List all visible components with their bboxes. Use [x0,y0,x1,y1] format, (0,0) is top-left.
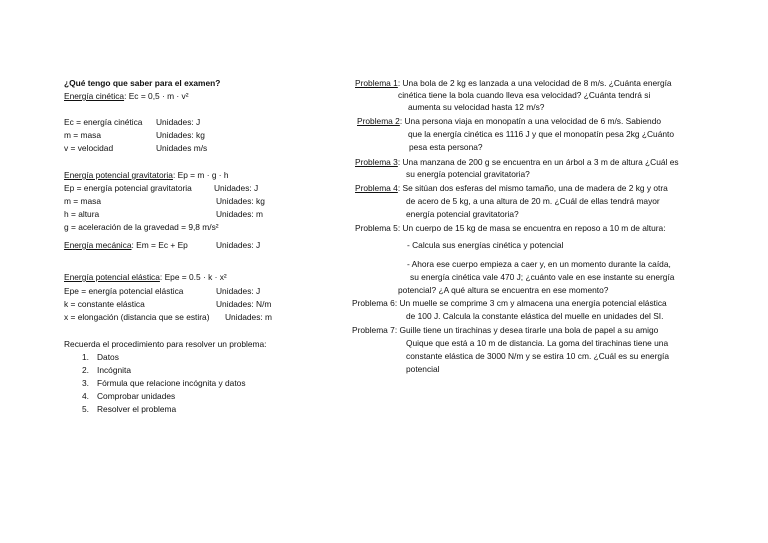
kinetic-energy-heading: Energía cinética: Ec = 0,5 · m · v² [64,91,189,101]
kinetic-def-term: m = masa [64,130,102,140]
kinetic-def-term: v = velocidad [64,143,114,153]
procedure-step-number: 1. [82,352,89,362]
procedure-step-number: 2. [82,365,89,375]
problem-4-line: energía potencial gravitatoria? [406,209,519,219]
procedure-step: Comprobar unidades [97,391,176,401]
elastic-def-units: Unidades: N/m [216,299,272,309]
problem-7-line: potencial [406,364,440,374]
potential-def-term: h = altura [64,209,100,219]
elastic-def-term: Epe = energía potencial elástica [64,286,184,296]
page-title: ¿Qué tengo que saber para el examen? [64,78,221,88]
elastic-def-term: k = constante elástica [64,299,145,309]
procedure-step: Datos [97,352,119,362]
procedure-step: Incógnita [97,365,131,375]
kinetic-def-units: Unidades: kg [156,130,205,140]
problem-2-line: pesa esta persona? [409,142,483,152]
elastic-def-term: x = elongación (distancia que se estira) [64,312,210,322]
problem-3-line: su energía potencial gravitatoria? [406,169,530,179]
mechanical-energy-heading: Energía mecánica: Em = Ec + Ep [64,240,188,250]
problem-5-part-b: - Ahora ese cuerpo empieza a caer y, en un momento durante la caída, [407,259,671,269]
problem-2: Problema 2: Una persona viaja en monopatín a una velocidad de 6 m/s. Sabiendo [357,116,662,126]
kinetic-def-term: Ec = energía cinética [64,117,143,127]
kinetic-def-units: Unidades m/s [156,143,208,153]
problem-6: Problema 6: Un muelle se comprime 3 cm y almacena una energía potencial elástica [352,298,667,308]
problem-4: Problema 4: Se sitúan dos esferas del mismo tamaño, una de madera de 2 kg y otra [355,183,668,193]
potential-def-units: Unidades: m [216,209,264,219]
elastic-energy-heading: Energía potencial elástica: Epe = 0.5 · k · x² [64,272,227,282]
problem-5-part-a: - Calcula sus energías cinética y potencial [407,240,564,250]
elastic-def-units: Unidades: m [225,312,273,322]
problem-7-line: Quique que está a 10 m de distancia. La goma del tirachinas tiene una [406,338,669,348]
problem-5-part-b-line: su energía cinética vale 470 J; ¿cuánto vale en ese instante su energía [410,272,675,282]
problem-7-line: constante elástica de 3000 N/m y se estira 10 cm. ¿Cuál es su energía [406,351,670,361]
procedure-step-number: 3. [82,378,89,388]
procedure-step-number: 5. [82,404,89,414]
problem-1-line: aumenta su velocidad hasta 12 m/s? [408,102,545,112]
potential-def-units: Unidades: kg [216,196,265,206]
mechanical-units: Unidades: J [216,240,261,250]
potential-def-units: Unidades: J [214,183,259,193]
procedure-step-number: 4. [82,391,89,401]
problem-7: Problema 7: Guille tiene un tirachinas y desea tirarle una bola de papel a su amigo [352,325,659,335]
elastic-def-units: Unidades: J [216,286,261,296]
gravity-def: g = aceleración de la gravedad = 9,8 m/s² [64,222,219,232]
potential-def-term: Ep = energía potencial gravitatoria [64,183,192,193]
problem-2-line: que la energía cinética es 1116 J y que el monopatín pesa 2kg ¿Cuánto [408,129,675,139]
problem-5: Problema 5: Un cuerpo de 15 kg de masa se encuentra en reposo a 10 m de altura: [355,223,666,233]
problem-4-line: de acero de 5 kg, a una altura de 20 m. ¿Cuál de ellas tendrá mayor [406,196,660,206]
procedure-step: Fórmula que relacione incógnita y datos [97,378,246,388]
problem-1: Problema 1: Una bola de 2 kg es lanzada a una velocidad de 8 m/s. ¿Cuánta energía [355,78,672,88]
kinetic-def-units: Unidades: J [156,117,201,127]
problem-3: Problema 3: Una manzana de 200 g se encuentra en un árbol a 3 m de altura ¿Cuál es [355,157,679,167]
procedure-intro: Recuerda el procedimiento para resolver un problema: [64,339,267,349]
problem-1-line: cinética tiene la bola cuando lleva esa velocidad? ¿Cuánta tendrá si [398,90,651,100]
problem-5-part-b-line: potencial? ¿A qué altura se encuentra en ese momento? [398,285,609,295]
procedure-step: Resolver el problema [97,404,177,414]
potential-energy-heading: Energía potencial gravitatoria: Ep = m · g · h [64,170,229,180]
problem-6-line: de 100 J. Calcula la constante elástica del muelle en unidades del SI. [406,311,664,321]
potential-def-term: m = masa [64,196,102,206]
